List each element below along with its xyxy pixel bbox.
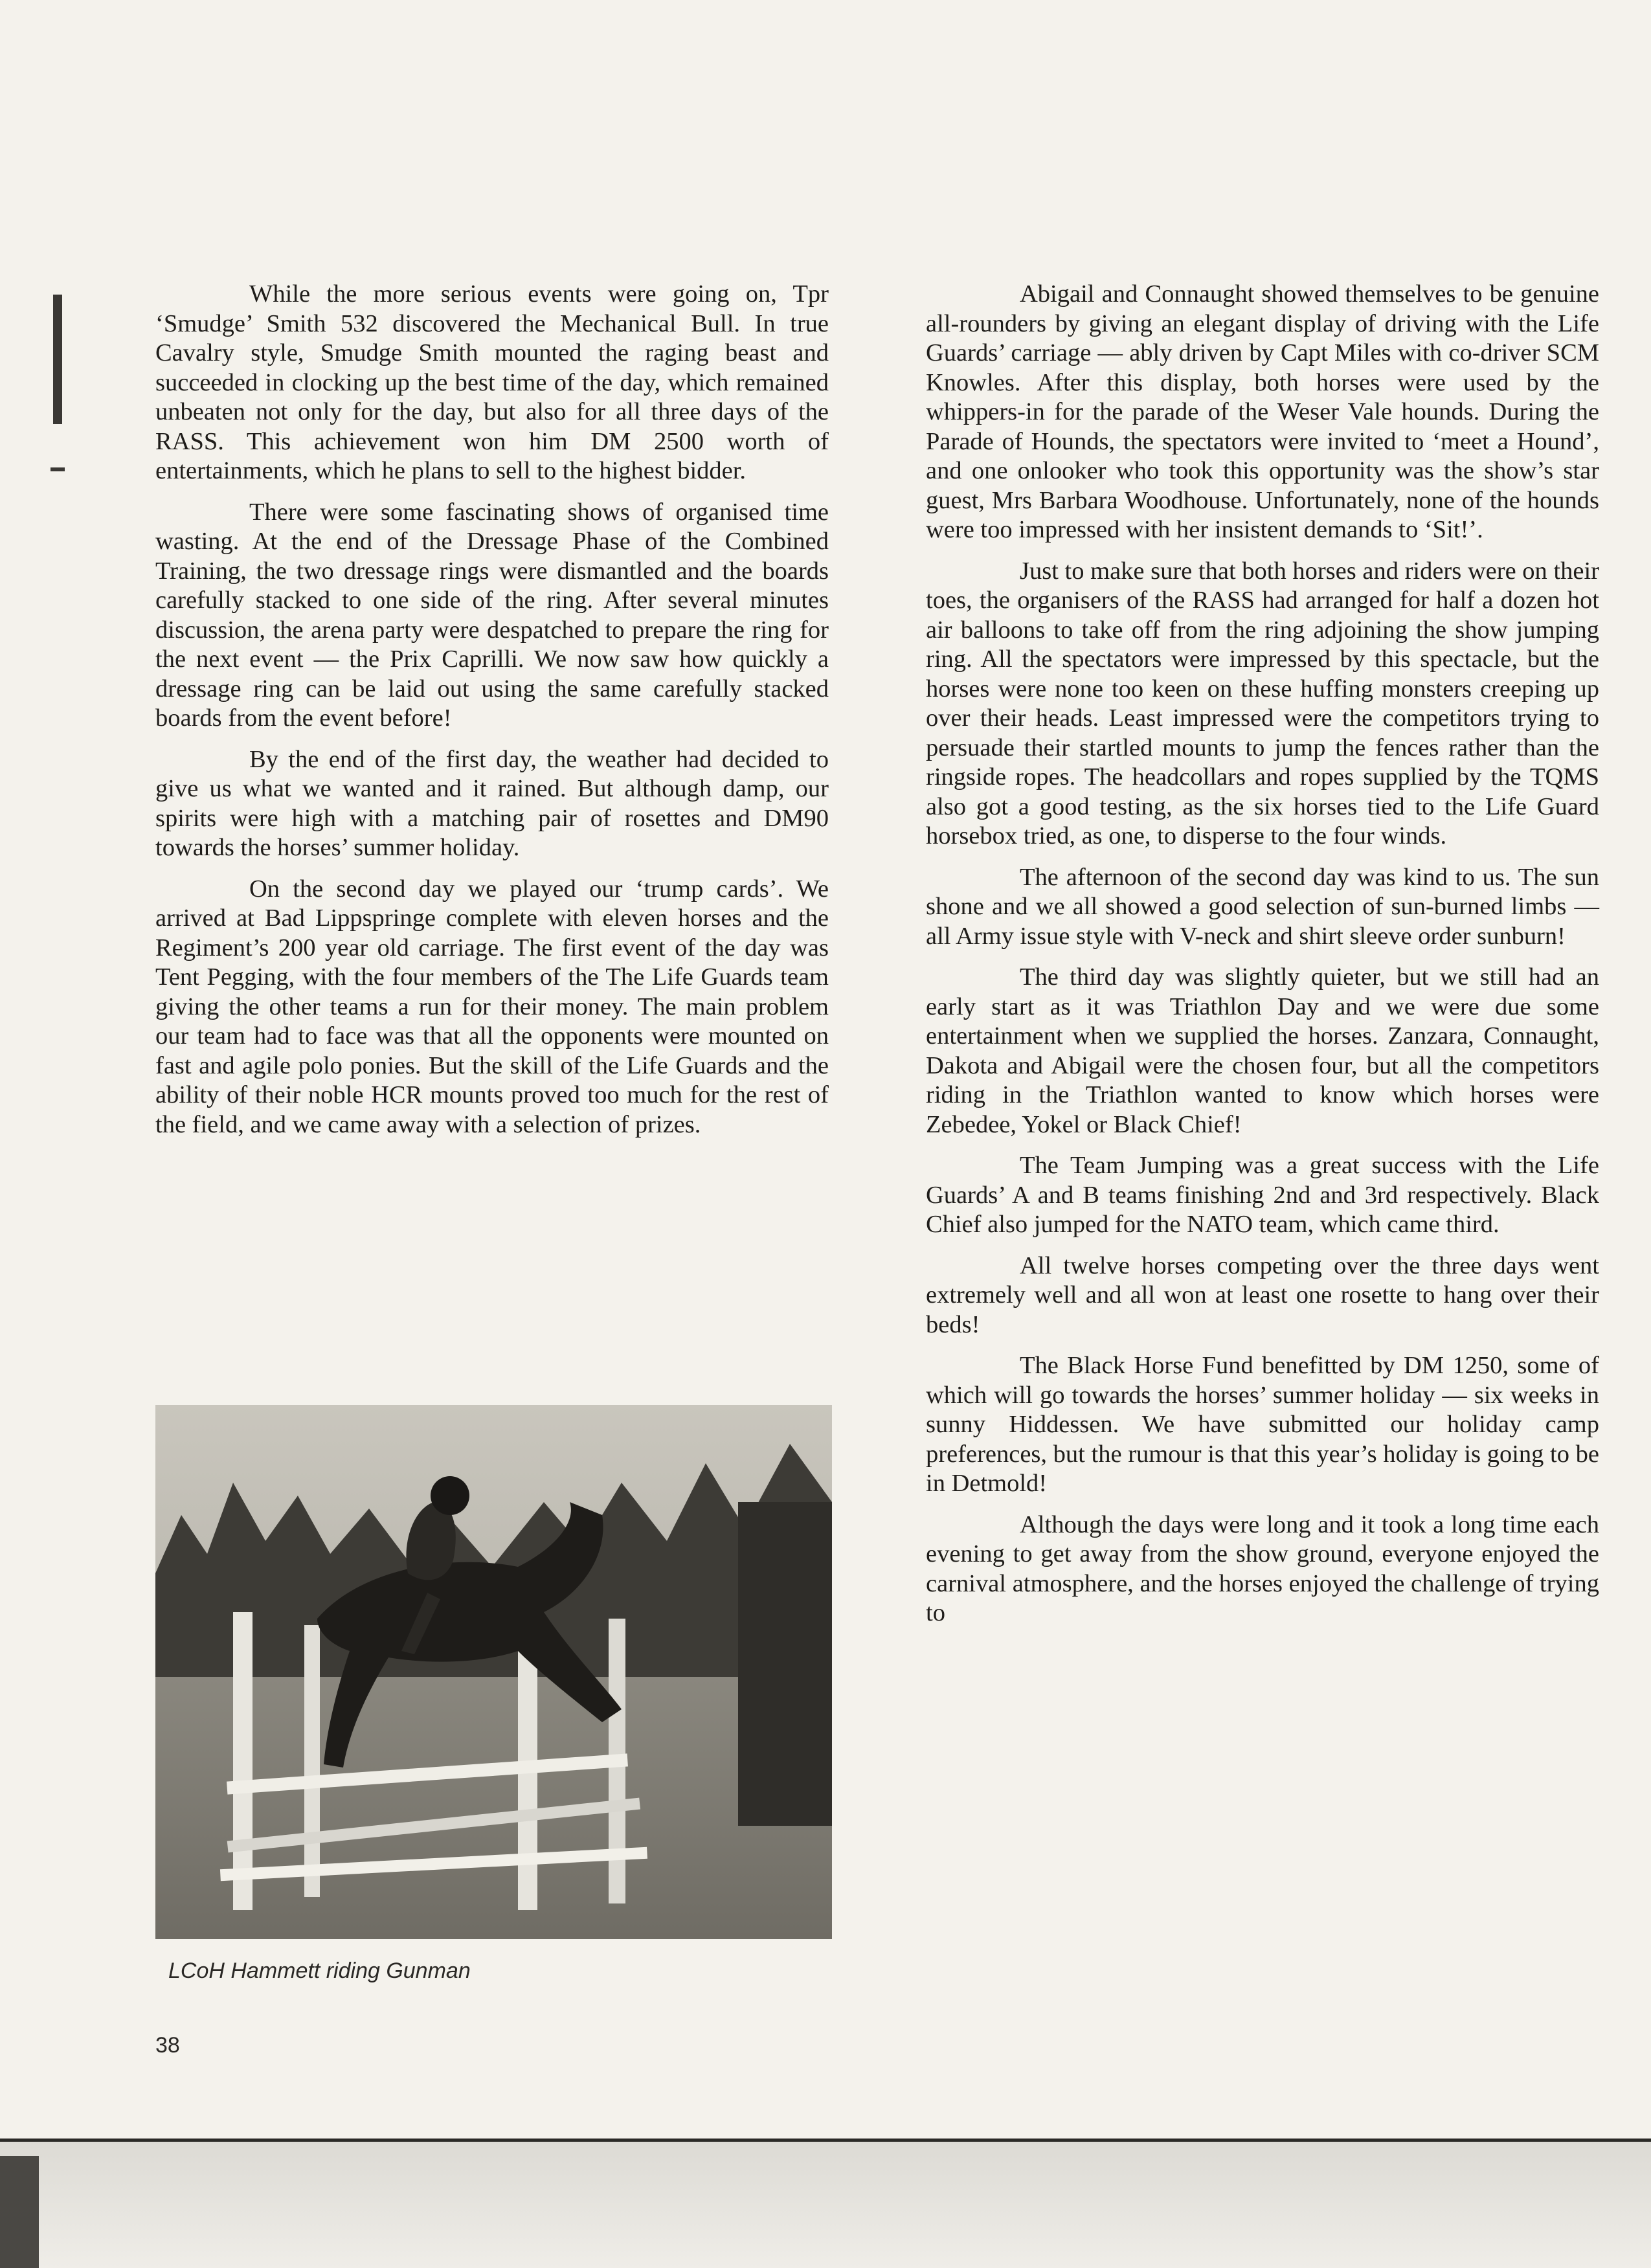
paragraph: On the second day we played our ‘trump cards’. We arrived at Bad Lippspringe complete with eleven horses and the Regiment’s 200 year old carriage. The first event of the day was Tent Pegging, with the four members of the The Life Guards team giving the other teams a run for their money. The main problem our team had to face was that all the opponents were mounted on fast and agile polo ponies. But the skill of the Life Guards and the ability of their noble HCR mounts proved too much for the rest of the field, and we came away with a selection of prizes. bbox=[155, 875, 829, 1138]
paragraph: The third day was slightly quieter, but we still had an early start as it was Triathlon Day and we were due some entertainment when we supplied the horses. Zanzara, Connaught, Dakota and Abigail were the chosen four, but all the competitors riding in the Triathlon wanted to know which horses were Zebedee, Yokel or Black Chief! bbox=[926, 963, 1599, 1138]
scan-corner-shadow bbox=[0, 2156, 39, 2268]
page-number: 38 bbox=[155, 2033, 180, 2058]
paragraph: All twelve horses competing over the three days went extremely well and all won at least one rosette to hang over their beds! bbox=[926, 1252, 1599, 1338]
left-column bbox=[155, 280, 829, 1151]
scan-bottom-edge bbox=[0, 2140, 1651, 2268]
paragraph: Abigail and Connaught showed themselves to be genuine all-rounders by giving an elegant display of driving with the Life Guards’ carriage — ably driven by Capt Miles with co-driver SCM Knowles. After this display, both horses were used by the whippers-in for the parade of the Weser Vale hounds. During the Parade of Hounds, the spectators were invited to ‘meet a Hound’, and one onlooker who took this opportunity was the show’s star guest, Mrs Barbara Woodhouse. Unfortunately, none of the hounds were too impressed with her insistent demands to ‘Sit!’. bbox=[926, 280, 1599, 543]
binding-mark bbox=[51, 467, 65, 471]
paragraph: Although the days were long and it took a long time each evening to get away from the show ground, everyone enjoyed the carnival atmosphere, and the horses enjoyed the challenge of trying to bbox=[926, 1510, 1599, 1626]
binding-mark bbox=[53, 295, 62, 424]
scan-edge-rule bbox=[0, 2139, 1651, 2142]
right-column bbox=[926, 280, 1599, 1640]
paragraph: Just to make sure that both horses and riders were on their toes, the organisers of the RASS had arranged for half a dozen hot air balloons to take off from the ring adjoining the show jumping ring. All the spectators were impressed by this spectacle, but the horses were none too keen on these huffing monsters creeping up over their heads. Least impressed were the competitors trying to persuade their startled mounts to jump the fences rather than the ringside ropes. The headcollars and ropes supplied by the TQMS also got a good testing, as the six horses tied to the Life Guard horsebox tried, as one, to disperse to the four winds. bbox=[926, 557, 1599, 849]
show-jumping-photo bbox=[155, 1405, 832, 1939]
paragraph: The afternoon of the second day was kind to us. The sun shone and we all showed a good selection of sun-burned limbs — all Army issue style with V-neck and shirt sleeve order sunburn! bbox=[926, 863, 1599, 950]
paragraph: The Team Jumping was a great success with the Life Guards’ A and B teams finishing 2nd and 3rd respectively. Black Chief also jumped for the NATO team, which came third. bbox=[926, 1152, 1599, 1238]
paragraph: By the end of the first day, the weather had decided to give us what we wanted and it rained. But although damp, our spirits were high with a matching pair of rosettes and DM90 towards the horses’ summer holiday. bbox=[155, 745, 829, 861]
photo-caption: LCoH Hammett riding Gunman bbox=[168, 1959, 471, 1983]
paragraph: The Black Horse Fund benefitted by DM 1250, some of which will go towards the horses’ summer holiday — six weeks in sunny Hiddessen. We have submitted our holiday camp preferences, but the rumour is that this year’s holiday is going to be in Detmold! bbox=[926, 1352, 1599, 1497]
paragraph: There were some fascinating shows of organised time wasting. At the end of the Dressage Phase of the Combined Training, the two dressage rings were dismantled and the boards carefully stacked to one side of the ring. After several minutes discussion, the arena party were despatched to prepare the ring for the next event — the Prix Caprilli. We now saw how quickly a dressage ring can be laid out using the same carefully stacked boards from the event before! bbox=[155, 498, 829, 732]
paragraph: While the more serious events were going on, Tpr ‘Smudge’ Smith 532 discovered the Mechanical Bull. In true Cavalry style, Smudge Smith mounted the raging beast and succeeded in clocking up the best time of the day, which remained unbeaten not only for the day, but also for all three days of the RASS. This achievement won him DM 2500 worth of entertainments, which he plans to sell to the highest bidder. bbox=[155, 280, 829, 484]
